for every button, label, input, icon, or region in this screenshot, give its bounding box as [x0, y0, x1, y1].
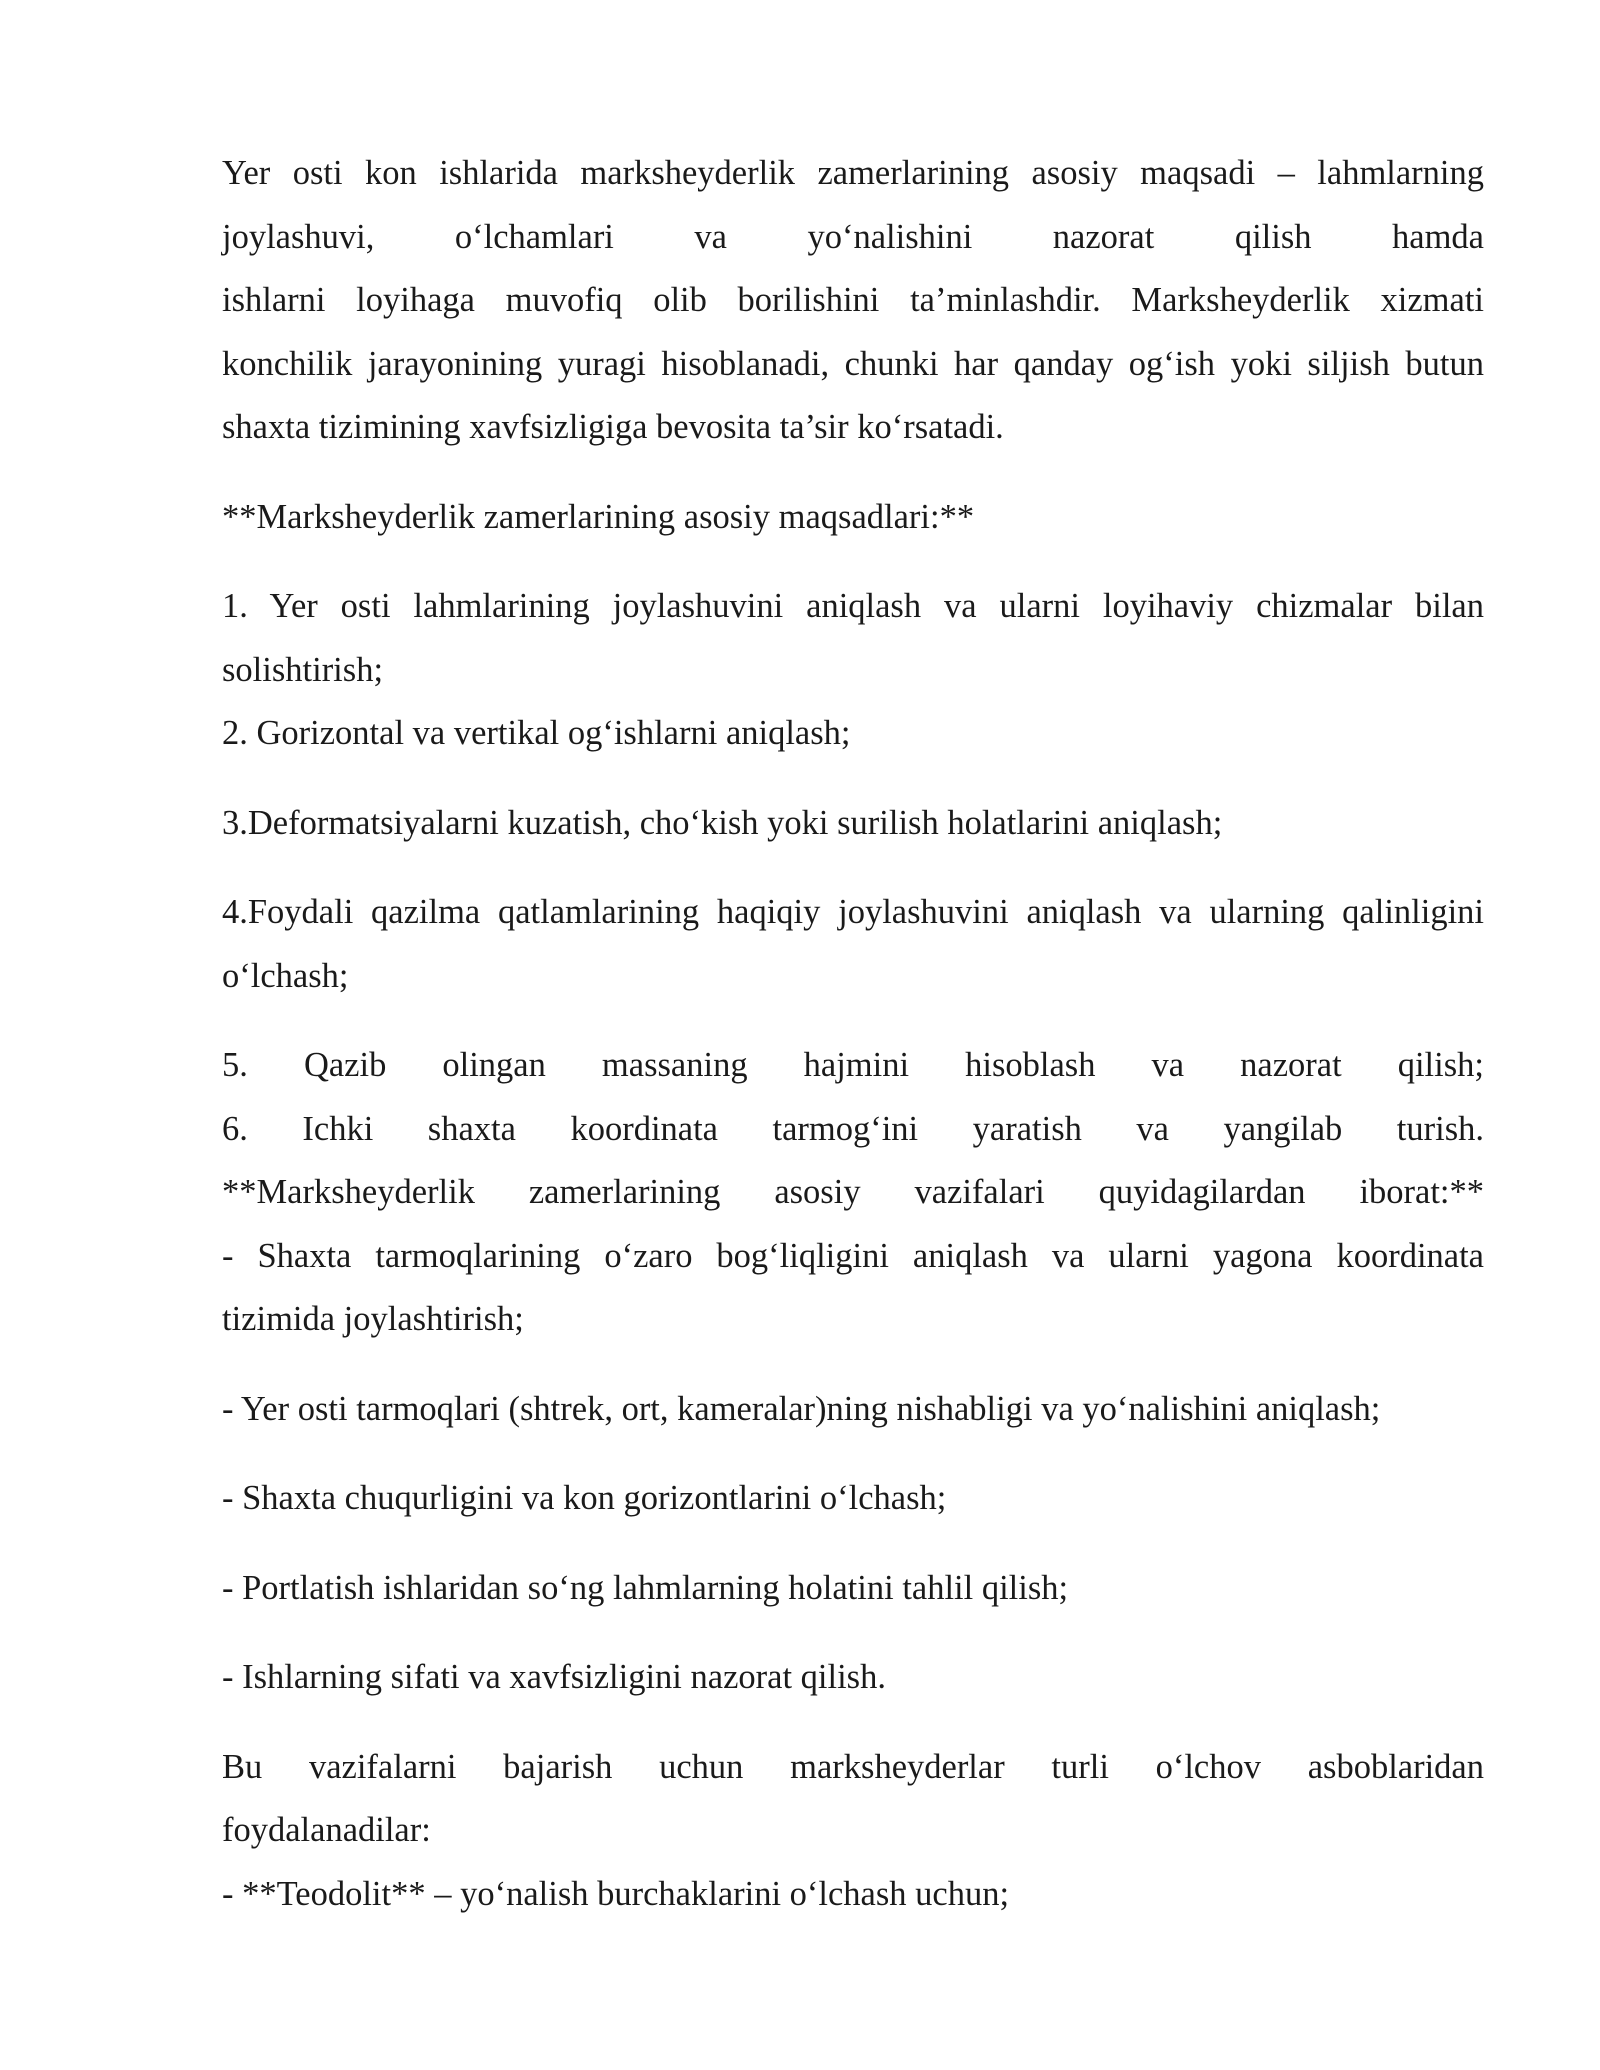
text-line: foydalanadilar: [222, 1811, 431, 1849]
text-line: Yer osti kon ishlarida marksheyderlik zamerlarining asosiy maqsadi – lahmlarning [222, 154, 1484, 192]
text-line: ishlarni loyihaga muvofiq olib borilishini ta’minlashdir. Marksheyderlik xizmati [222, 281, 1484, 319]
list-item-line: 1. Yer osti lahmlarining joylashuvini aniqlash va ularni loyihaviy chizmalar bilan [222, 587, 1484, 625]
list-item: - **Teodolit** – yo‘nalish burchaklarini o‘lchash uchun; [222, 1874, 1010, 1913]
task-item-3 [222, 1467, 1484, 1531]
intro-paragraph [222, 142, 1484, 460]
text-line: joylashuvi, o‘lchamlari va yo‘nalishini nazorat qilish hamda [222, 217, 1484, 256]
text-line: konchilik jarayonining yuragi hisoblanadi, chunki har qanday og‘ish yoki siljish butun [222, 344, 1484, 383]
task-item-2 [222, 1378, 1484, 1442]
list-item-line: tizimida joylashtirish; [222, 1300, 524, 1338]
list-item: - Shaxta chuqurligini va kon gorizontlarini o‘lchash; [222, 1479, 947, 1517]
list-item: 5. Qazib olingan massaning hajmini hisoblash va nazorat qilish; [222, 1046, 1484, 1084]
list-item: - Ishlarning sifati va xavfsizligini nazorat qilish. [222, 1658, 886, 1696]
text-line: shaxta tizimining xavfsizligiga bevosita ta’sir ko‘rsatadi. [222, 408, 1004, 446]
goal-item-4 [222, 881, 1484, 1008]
list-item: 2. Gorizontal va vertikal og‘ishlarni aniqlash; [222, 714, 851, 752]
text-line: Bu vazifalarni bajarish uchun marksheyderlar turli o‘lchov asboblaridan [222, 1747, 1484, 1786]
document-page [222, 142, 1484, 1926]
task-item-5 [222, 1646, 1484, 1710]
section-heading: **Marksheyderlik zamerlarining asosiy vazifalari quyidagilardan iborat:** [222, 1173, 1484, 1211]
list-item: 6. Ichki shaxta koordinata tarmog‘ini yaratish va yangilab turish. [222, 1109, 1484, 1148]
goals-heading [222, 486, 1484, 550]
goal-item-1 [222, 575, 1484, 766]
list-item-line: 4.Foydali qazilma qatlamlarining haqiqiy joylashuvini aniqlash va ularning qalinligini [222, 893, 1484, 931]
goal-item-3 [222, 792, 1484, 856]
list-item: 3.Deformatsiyalarni kuzatish, cho‘kish yoki surilish holatlarini aniqlash; [222, 803, 1223, 842]
goals-tasks-block [222, 1034, 1484, 1352]
list-item: - Portlatish ishlaridan so‘ng lahmlarning holatini tahlil qilish; [222, 1568, 1069, 1607]
list-item-line: - Shaxta tarmoqlarining o‘zaro bog‘liqligini aniqlash va ularni yagona koordinata [222, 1236, 1484, 1275]
list-item-line: solishtirish; [222, 650, 384, 689]
section-heading: **Marksheyderlik zamerlarining asosiy maqsadlari:** [222, 497, 975, 536]
list-item-line: o‘lchash; [222, 956, 349, 995]
list-item: - Yer osti tarmoqlari (shtrek, ort, kameralar)ning nishabligi va yo‘nalishini aniqlash; [222, 1389, 1381, 1428]
task-item-4 [222, 1557, 1484, 1621]
instruments-paragraph [222, 1736, 1484, 1927]
